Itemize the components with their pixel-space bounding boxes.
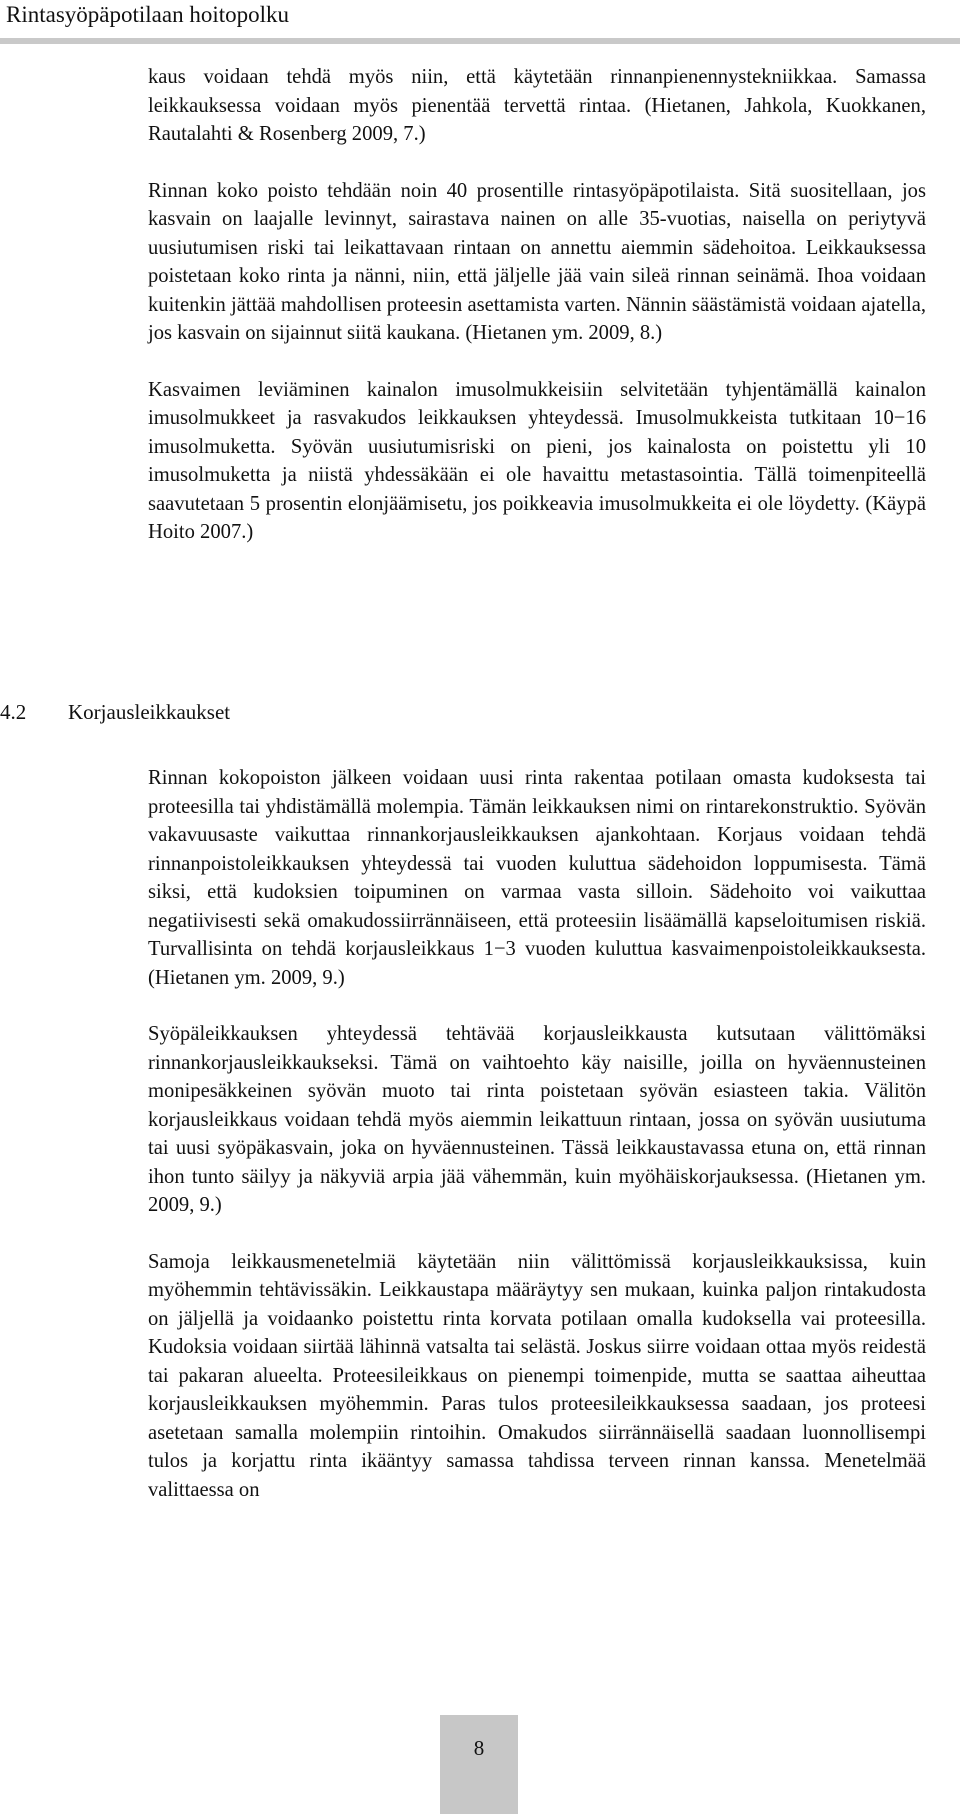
page-number: 8 — [473, 1736, 485, 1760]
running-header-title: Rintasyöpäpotilaan hoitopolku — [6, 2, 289, 27]
paragraph: Syöpäleikkauksen yhteydessä tehtävää korjausleikkausta kutsutaan välittömäksi rinnankorjausleikkaukseksi. Tämä on vaihtoehto käy naisille, joilla on hyväennusteinen monipesäkkeinen syövän muoto tai rinta poistetaan syövän esiasteen takia. Välitön korjausleikkaus voidaan tehdä myös aiemmin leikattuun rintaan, jossa on syövän uusiutuma tai uusi syöpäkasvain, joka on hyväennusteinen. Tässä leikkaustavassa etuna on, että rinnan ihon tunto säilyy ja näkyviä arpia jää vähemmän, kuin myöhäiskorjauksessa. (Hietanen ym. 2009, 9.) — [148, 1023, 926, 1216]
section-title: Korjausleikkaukset — [68, 700, 231, 724]
running-header — [0, 0, 960, 44]
page-number-box — [440, 1715, 518, 1814]
paragraph: Rinnan kokopoiston jälkeen voidaan uusi rinta rakentaa potilaan omasta kudoksesta tai proteesilla tai yhdistämällä molempia. Tämän leikkauksen nimi on rintarekonstruktio. Syövän vakavuusaste vaikuttaa rinnankorjausleikkauksen ajankohtaan. Korjaus voidaan tehdä rinnanpoistoleikkauksen yhteydessä tai vuoden kuluttua sädehoidon loppumisesta. Tämä siksi, että kudoksien toipuminen on varmaa vasta silloin. Sädehoito voi vaikuttaa negatiivisesti sekä omakudossiirrännäiseen, että proteesiin lisäämällä kapseloitumisen riskiä. Turvallisinta on tehdä korjausleikkaus 1−3 vuoden kuluttua kasvaimenpoistoleikkauksesta. (Hietanen ym. 2009, 9.) — [148, 767, 926, 989]
paragraph: Kasvaimen leviäminen kainalon imusolmukkeisiin selvitetään tyhjentämällä kainalon imusolmukkeet ja rasvakudos leikkauksen yhteydessä. Imusolmukkeista tutkitaan 10−16 imusolmuketta. Syövän uusiutumisriski on pieni, jos kainalosta on poistettu yli 10 imusolmuketta ja niistä yhdessäkään ei ole havaittu metastasointia. Tällä toimenpiteellä saavutetaan 5 prosentin elonjäämisetu, jos poikkeavia imusolmukkeita ei ole löydetty. (Käypä Hoito 2007.) — [148, 378, 926, 543]
paragraph: kaus voidaan tehdä myös niin, että käytetään rinnanpienennystekniikkaa. Samassa leikkauksessa voidaan myös pienentää tervettä rintaa. (Hietanen, Jahkola, Kuokkanen, Rautalahti & Rosenberg 2009, 7.) — [148, 66, 926, 145]
section-heading — [0, 698, 230, 726]
section-body-2 — [148, 764, 926, 1532]
paragraph: Samoja leikkausmenetelmiä käytetään niin välittömissä korjausleikkauksissa, kuin myöhemmin tehtävissäkin. Leikkaustapa määräytyy sen mukaan, kuinka paljon rintakudosta on jäljellä ja voidaanko poistettu rinta korvata potilaan omalla kudoksella vai proteesilla. Kudoksia voidaan siirtää lähinnä vatsalta tai selästä. Joskus siirre voidaan ottaa myös reidestä tai pakaran alueelta. Proteesileikkaus on pienempi toimenpide, mutta se saattaa aiheuttaa korjausleikkauksen myöhemmin. Paras tulos proteesileikkauksessa saadaan, jos proteesi asetetaan samalla molempiin rintoihin. Omakudos siirrännäisellä saadaan luonnollisempi tulos ja korjattu rinta ikääntyy samassa tahdissa terveen rinnan kanssa. Menetelmää valittaessa on — [148, 1250, 926, 1501]
section-body-1 — [148, 63, 926, 575]
paragraph: Rinnan koko poisto tehdään noin 40 prosentille rintasyöpäpotilaista. Sitä suositellaan, jos kasvain on laajalle levinnyt, sairastava nainen on alle 35-vuotias, naisella on periytyvä uusiutumisen riski tai leikattavaan rintaan on annettu aiemmin sädehoitoa. Leikkauksessa poistetaan koko rinta ja nänni, niin, että jäljelle jää vain sileä rinnan seinämä. Ihoa voidaan kuitenkin jättää mahdollisen proteesin asettamista varten. Nännin säästämistä voidaan ajatella, jos kasvain on sijainnut siitä kaukana. (Hietanen ym. 2009, 8.) — [148, 179, 926, 344]
section-number: 4.2 — [0, 700, 27, 724]
